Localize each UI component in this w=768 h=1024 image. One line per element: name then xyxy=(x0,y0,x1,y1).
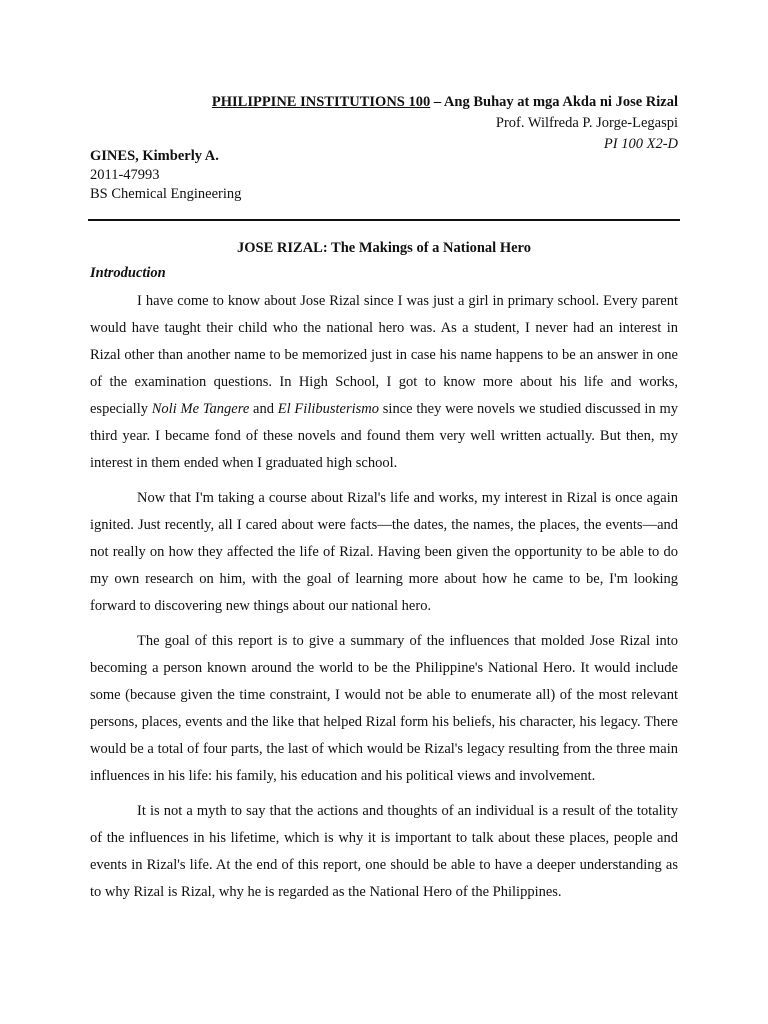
paragraph-4: It is not a myth to say that the actions and thoughts of an individual is a result of the totality of the influences in his lifetime, which is why it is important to talk about these places, people and events in Rizal's life. At the end of this report, one should be able to have a deeper understanding as to why Rizal is Rizal, why he is regarded as the National Hero of the Philippines. xyxy=(90,803,678,900)
student-program: BS Chemical Engineering xyxy=(90,186,242,202)
document-body xyxy=(90,288,678,914)
novel-title-noli: Noli Me Tangere xyxy=(151,401,250,417)
student-info xyxy=(90,147,241,204)
professor-name: Prof. Wilfreda P. Jorge-Legaspi xyxy=(495,115,678,131)
student-name: GINES, Kimberly A. xyxy=(90,148,219,164)
section-heading: Introduction xyxy=(90,265,166,281)
document-title: JOSE RIZAL: The Makings of a National Hero xyxy=(237,240,531,256)
student-id: 2011-47993 xyxy=(90,167,160,183)
paragraph-3: The goal of this report is to give a summary of the influences that molded Jose Rizal into becoming a person known around the world to be the Philippine's National Hero. It would include some (because given the time constraint, I would not be able to enumerate all) of the most relevant persons, places, events and the like that helped Rizal form his beliefs, his character, his legacy. There would be a total of four parts, the last of which would be Rizal's legacy resulting from the three main influences in his life: his family, his education and his political views and involvement. xyxy=(90,633,678,784)
paragraph-1-text-a: I have come to know about Jose Rizal since I was just a girl in primary school. Every parent would have taught their child who the national hero was. As a student, I never had an interest in Rizal other than another name to be memorized just in case his name happens to be an answer in one of the examination questions. In High School, I got to know more about his life and works, especially xyxy=(90,293,678,417)
course-header xyxy=(212,92,678,155)
course-line xyxy=(212,92,678,113)
horizontal-divider xyxy=(88,219,680,221)
paragraph-1-conjunction: and xyxy=(249,401,278,417)
novel-title-fili: El Filibusterismo xyxy=(277,401,380,417)
paragraph-1 xyxy=(90,288,678,477)
section-code: PI 100 X2-D xyxy=(603,136,678,152)
course-title: – Ang Buhay at mga Akda ni Jose Rizal xyxy=(430,94,678,110)
course-code: PHILIPPINE INSTITUTIONS 100 xyxy=(211,94,431,110)
paragraph-2: Now that I'm taking a course about Rizal's life and works, my interest in Rizal is once again ignited. Just recently, all I cared about were facts—the dates, the names, the places, the events—and not really on how they affected the life of Rizal. Having been given the opportunity to be able to do my own research on him, with the goal of learning more about how he came to be, I'm looking forward to discovering new things about our national hero. xyxy=(90,490,678,614)
paragraph-1-text-b: since they were novels we studied discussed in my third year. I became fond of these novels and found them very well written actually. But then, my interest in them ended when I graduated high school. xyxy=(90,401,678,471)
